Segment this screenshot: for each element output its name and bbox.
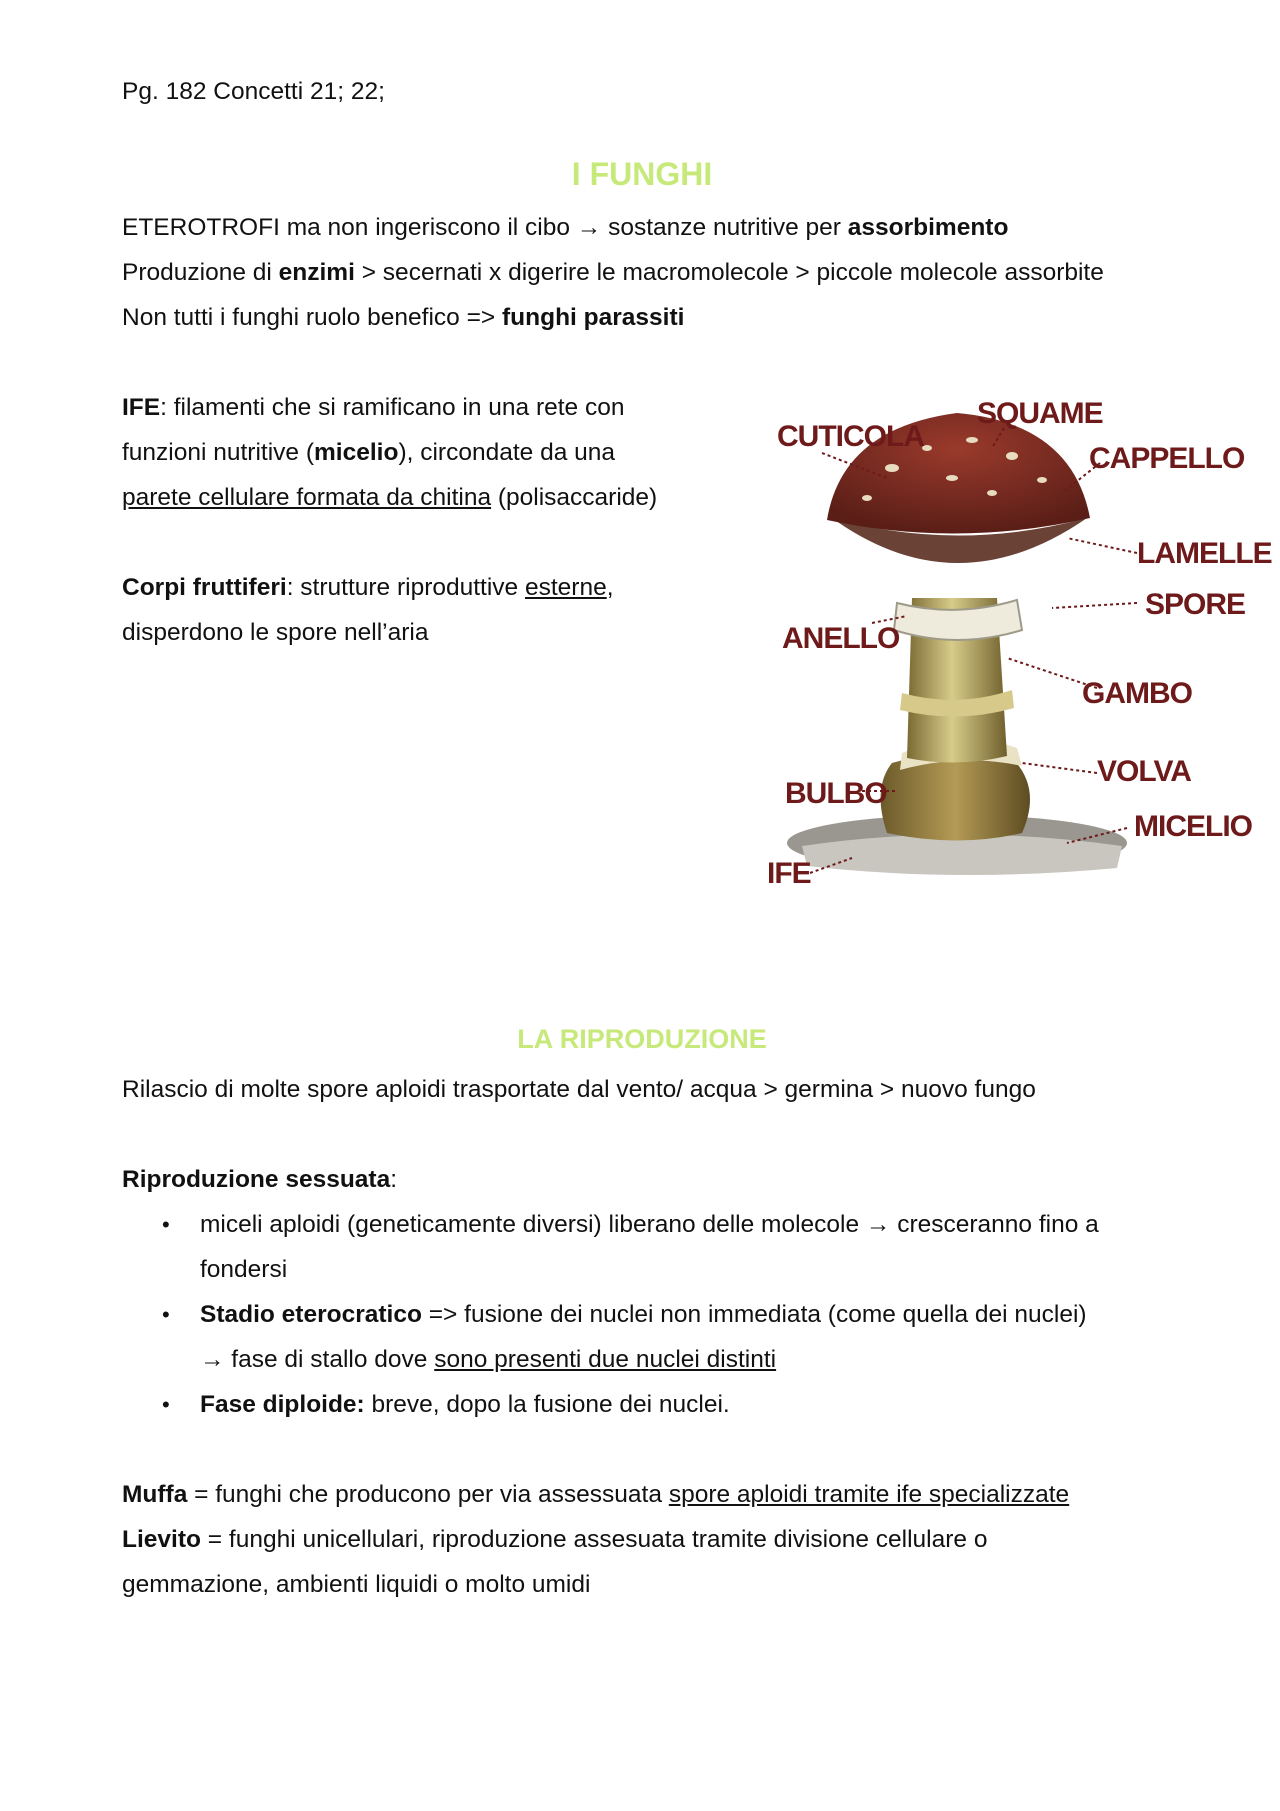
bullet-3: • (162, 1392, 170, 1417)
corpi-line-1: Corpi fruttiferi: strutture riproduttive esterne, (122, 574, 614, 601)
intro-line-2: Produzione di enzimi > secernati x digerire le macromolecole > piccole molecole assorbite (122, 259, 1104, 286)
bullet-2: • (162, 1302, 170, 1327)
section-title-riproduzione: LA RIPRODUZIONE (517, 1024, 767, 1054)
label-micelio: MICELIO (1134, 810, 1252, 843)
lievito-line-1: Lievito = funghi unicellulari, riproduzione assesuata tramite divisione cellulare o (122, 1526, 988, 1553)
corpi-line-2: disperdono le spore nell’aria (122, 619, 429, 646)
bullet-2-line-2: → fase di stallo dove sono presenti due nuclei distinti (200, 1346, 777, 1373)
label-bulbo: BULBO (785, 777, 887, 810)
intro-line-1: ETEROTROFI ma non ingeriscono il cibo → sostanze nutritive per assorbimento (122, 214, 1009, 241)
lievito-line-2: gemmazione, ambienti liquidi o molto umidi (122, 1571, 591, 1598)
label-lamelle: LAMELLE (1137, 537, 1272, 570)
riproduzione-intro: Rilascio di molte spore aploidi trasportate dal vento/ acqua > germina > nuovo fungo (122, 1076, 1036, 1103)
ife-line-2: funzioni nutritive (micelio), circondate da una (122, 439, 616, 466)
bullet-2-line-1: Stadio eterocratico => fusione dei nuclei non immediata (come quella dei nuclei) (200, 1301, 1087, 1328)
bullet-1-line-1: miceli aploidi (geneticamente diversi) liberano delle molecole → cresceranno fino a (200, 1211, 1099, 1238)
label-volva: VOLVA (1097, 755, 1191, 788)
muffa-line: Muffa = funghi che producono per via assessuata spore aploidi tramite ife specializzate (122, 1481, 1070, 1508)
label-spore: SPORE (1145, 588, 1246, 621)
arrow-icon: → (576, 214, 602, 241)
label-ife: IFE (767, 857, 811, 890)
ife-line-3: parete cellulare formata da chitina (polisaccaride) (122, 484, 658, 511)
bullet-1-line-2: fondersi (200, 1256, 288, 1283)
label-anello: ANELLO (782, 622, 900, 655)
arrow-icon: → (865, 1211, 891, 1238)
label-gambo: GAMBO (1082, 677, 1192, 710)
bullet-1: • (162, 1212, 170, 1237)
label-squame: SQUAME (977, 397, 1103, 430)
page-reference: Pg. 182 Concetti 21; 22; (122, 78, 385, 105)
label-cuticola: CUTICOLA (777, 420, 924, 453)
mushroom-diagram (722, 368, 1272, 928)
ife-line-1: IFE: filamenti che si ramificano in una rete con (122, 394, 625, 421)
bullet-3-line-1: Fase diploide: breve, dopo la fusione dei nuclei. (200, 1391, 730, 1418)
label-cappello: CAPPELLO (1089, 442, 1245, 475)
page-title: I FUNGHI (571, 156, 713, 192)
riproduzione-sessuata-heading: Riproduzione sessuata: (122, 1166, 398, 1193)
intro-line-3: Non tutti i funghi ruolo benefico => funghi parassiti (122, 304, 685, 331)
arrow-icon: → (200, 1346, 225, 1373)
